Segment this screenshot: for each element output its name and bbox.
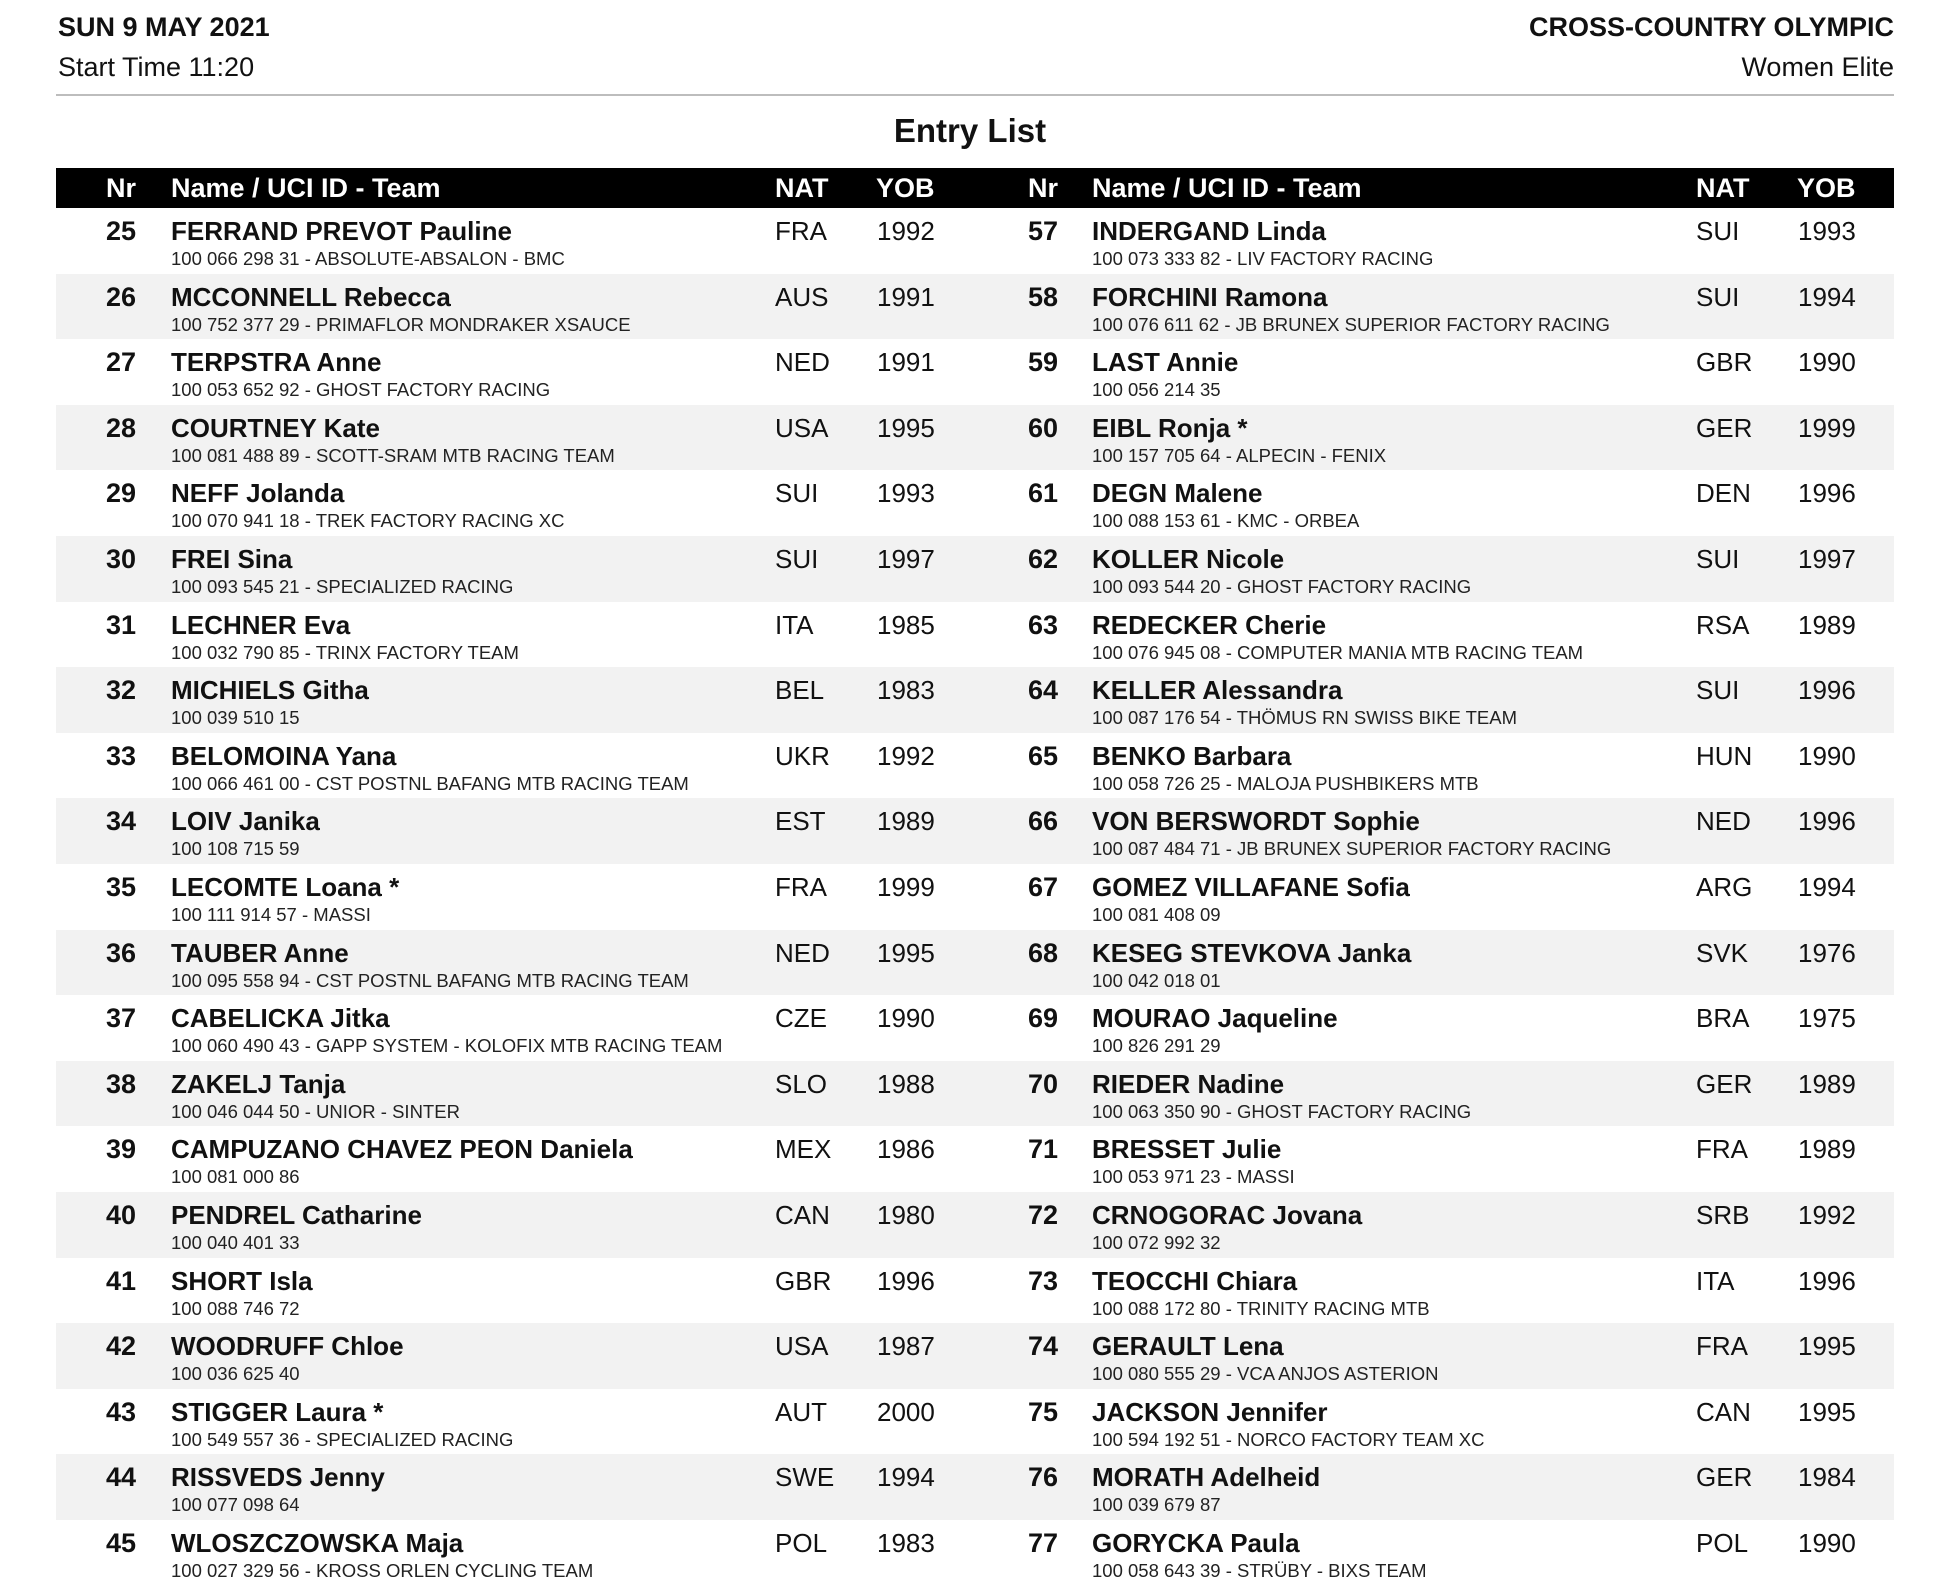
rider-uci-team: 100 040 401 33 — [171, 1231, 300, 1253]
rider-nationality: SRB — [1696, 1199, 1750, 1230]
table-body — [56, 208, 1894, 1585]
rider-uci-team: 100 594 192 51 - NORCO FACTORY TEAM XC — [1092, 1428, 1485, 1450]
rider-number: 27 — [105, 347, 136, 378]
rider-number: 30 — [105, 543, 136, 574]
rider-year-of-birth: 1985 — [877, 609, 935, 640]
rider-nationality: FRA — [775, 216, 827, 246]
page-title: Entry List — [893, 112, 1047, 149]
rider-name: MCCONNELL Rebecca — [171, 281, 451, 312]
table-row — [56, 1192, 1894, 1258]
rider-number: 58 — [1027, 281, 1058, 312]
rider-uci-team: 100 081 000 86 — [171, 1166, 300, 1188]
rider-nationality: CAN — [775, 1199, 830, 1230]
rider-name: TEOCCHI Chiara — [1092, 1265, 1298, 1296]
rider-name: TAUBER Anne — [171, 937, 349, 968]
rider-nationality: ITA — [775, 609, 814, 640]
rider-nationality: ITA — [1696, 1265, 1735, 1296]
rider-uci-team: 100 070 941 18 - TREK FACTORY RACING XC — [171, 510, 565, 532]
table-row — [56, 1126, 1894, 1192]
rider-nationality: ARG — [1696, 871, 1753, 902]
rider-uci-team: 100 076 945 08 - COMPUTER MANIA MTB RACING TEAM — [1092, 641, 1584, 663]
rider-uci-team: 100 087 176 54 - THÖMUS RN SWISS BIKE TEAM — [1092, 707, 1517, 729]
rider-number: 66 — [1027, 806, 1058, 837]
rider-year-of-birth: 1976 — [1798, 937, 1856, 968]
rider-uci-team: 100 088 153 61 - KMC - ORBEA — [1092, 510, 1360, 532]
rider-number: 42 — [105, 1331, 136, 1362]
rider-nationality: FRA — [1696, 1331, 1748, 1362]
rider-year-of-birth: 1996 — [1798, 806, 1856, 837]
rider-year-of-birth: 1995 — [877, 412, 935, 443]
rider-number: 69 — [1027, 1003, 1058, 1034]
rider-name: MOURAO Jaqueline — [1092, 1003, 1338, 1034]
rider-year-of-birth: 1993 — [877, 478, 935, 509]
rider-number: 44 — [105, 1462, 136, 1493]
rider-uci-team: 100 063 350 90 - GHOST FACTORY RACING — [1092, 1100, 1472, 1122]
rider-number: 61 — [1027, 478, 1058, 509]
rider-uci-team: 100 081 408 09 — [1092, 903, 1221, 925]
rider-uci-team: 100 093 545 21 - SPECIALIZED RACING — [171, 575, 514, 597]
rider-nationality: EST — [775, 806, 826, 837]
rider-nationality: POL — [775, 1527, 828, 1558]
rider-name: FORCHINI Ramona — [1092, 281, 1328, 312]
rider-nationality: UKR — [775, 740, 830, 771]
rider-uci-team: 100 087 484 71 - JB BRUNEX SUPERIOR FACTORY RACING — [1092, 838, 1612, 860]
rider-year-of-birth: 1992 — [877, 216, 935, 246]
rider-year-of-birth: 1997 — [1798, 543, 1856, 574]
rider-name: PENDREL Catharine — [171, 1199, 422, 1230]
column-header-nr: Nr — [106, 173, 137, 203]
rider-year-of-birth: 1990 — [877, 1003, 935, 1034]
rider-uci-team: 100 058 726 25 - MALOJA PUSHBIKERS MTB — [1092, 772, 1479, 794]
rider-uci-team: 100 108 715 59 — [171, 838, 300, 860]
rider-uci-team: 100 111 914 57 - MASSI — [171, 903, 371, 925]
rider-year-of-birth: 1994 — [877, 1462, 935, 1493]
rider-name: CAMPUZANO CHAVEZ PEON Daniela — [171, 1134, 633, 1165]
rider-uci-team: 100 056 214 35 — [1092, 379, 1221, 401]
rider-year-of-birth: 1990 — [1798, 347, 1856, 378]
rider-nationality: DEN — [1696, 478, 1751, 509]
rider-year-of-birth: 1992 — [1798, 1199, 1856, 1230]
rider-nationality: HUN — [1696, 740, 1753, 771]
rider-name: CRNOGORAC Jovana — [1092, 1199, 1363, 1230]
rider-name: BELOMOINA Yana — [171, 740, 397, 771]
rider-uci-team: 100 826 291 29 — [1092, 1035, 1221, 1057]
rider-name: STIGGER Laura * — [171, 1396, 384, 1427]
rider-year-of-birth: 1986 — [877, 1134, 935, 1165]
rider-number: 65 — [1027, 740, 1058, 771]
column-header-name: Name / UCI ID - Team — [1092, 173, 1362, 203]
column-header-yob: YOB — [876, 173, 935, 203]
rider-name: MICHIELS Githa — [171, 675, 369, 706]
rider-number: 70 — [1027, 1068, 1058, 1099]
rider-name: FREI Sina — [171, 543, 293, 574]
table-row — [56, 1454, 1894, 1520]
rider-nationality: BRA — [1696, 1003, 1750, 1034]
rider-name: LECHNER Eva — [171, 609, 351, 640]
rider-uci-team: 100 042 018 01 — [1092, 969, 1221, 991]
rider-year-of-birth: 1980 — [877, 1199, 935, 1230]
table-row — [56, 995, 1894, 1061]
rider-number: 41 — [105, 1265, 136, 1296]
rider-name: LAST Annie — [1092, 347, 1239, 378]
rider-name: RIEDER Nadine — [1092, 1068, 1285, 1099]
rider-year-of-birth: 1983 — [877, 1527, 935, 1558]
rider-year-of-birth: 1999 — [877, 871, 935, 902]
rider-nationality: USA — [775, 1331, 829, 1362]
rider-uci-team: 100 088 172 80 - TRINITY RACING MTB — [1092, 1297, 1430, 1319]
rider-nationality: CAN — [1696, 1396, 1751, 1427]
rider-year-of-birth: 1997 — [877, 543, 935, 574]
rider-uci-team: 100 095 558 94 - CST POSTNL BAFANG MTB RACING TEAM — [171, 969, 689, 991]
table-row — [56, 1323, 1894, 1389]
rider-nationality: POL — [1696, 1527, 1749, 1558]
rider-name: TERPSTRA Anne — [171, 347, 382, 378]
rider-number: 72 — [1027, 1199, 1058, 1230]
rider-nationality: GER — [1696, 412, 1753, 443]
rider-name: GOMEZ VILLAFANE Sofia — [1092, 871, 1410, 902]
rider-year-of-birth: 1990 — [1798, 740, 1856, 771]
rider-number: 36 — [105, 937, 136, 968]
rider-year-of-birth: 1989 — [877, 806, 935, 837]
rider-name: LECOMTE Loana * — [171, 871, 400, 902]
rider-number: 67 — [1027, 871, 1058, 902]
rider-nationality: BEL — [775, 675, 825, 706]
rider-number: 26 — [105, 281, 136, 312]
rider-year-of-birth: 2000 — [877, 1396, 935, 1427]
rider-number: 64 — [1027, 675, 1058, 706]
rider-uci-team: 100 549 557 36 - SPECIALIZED RACING — [171, 1428, 514, 1450]
rider-year-of-birth: 1984 — [1798, 1462, 1856, 1493]
rider-nationality: SWE — [775, 1462, 835, 1493]
rider-uci-team: 100 080 555 29 - VCA ANJOS ASTERION — [1092, 1363, 1439, 1385]
column-header-nat: NAT — [1696, 173, 1750, 203]
rider-number: 63 — [1027, 609, 1058, 640]
rider-name: FERRAND PREVOT Pauline — [171, 216, 512, 246]
table-header — [56, 168, 1894, 208]
rider-nationality: NED — [1696, 806, 1751, 837]
column-header-name: Name / UCI ID - Team — [171, 173, 441, 203]
entry-list-table — [56, 168, 1894, 1585]
rider-number: 68 — [1027, 937, 1058, 968]
rider-name: EIBL Ronja * — [1092, 412, 1248, 443]
rider-nationality: AUS — [775, 281, 829, 312]
rider-number: 73 — [1027, 1265, 1058, 1296]
rider-name: WOODRUFF Chloe — [171, 1331, 404, 1362]
rider-uci-team: 100 039 510 15 — [171, 707, 300, 729]
rider-name: JACKSON Jennifer — [1092, 1396, 1328, 1427]
rider-name: WLOSZCZOWSKA Maja — [171, 1527, 464, 1558]
rider-year-of-birth: 1989 — [1798, 609, 1856, 640]
rider-nationality: FRA — [1696, 1134, 1748, 1165]
rider-nationality: GER — [1696, 1462, 1753, 1493]
rider-name: SHORT Isla — [171, 1265, 313, 1296]
table-row — [56, 733, 1894, 799]
rider-nationality: AUT — [775, 1396, 827, 1427]
table-row — [56, 536, 1894, 602]
category-name: Women Elite — [1741, 52, 1894, 82]
rider-year-of-birth: 1989 — [1798, 1068, 1856, 1099]
rider-year-of-birth: 1987 — [877, 1331, 935, 1362]
rider-nationality: SUI — [1696, 543, 1740, 574]
rider-uci-team: 100 066 461 00 - CST POSTNL BAFANG MTB RACING TEAM — [171, 772, 689, 794]
rider-name: KESEG STEVKOVA Janka — [1092, 937, 1412, 968]
rider-uci-team: 100 053 971 23 - MASSI — [1092, 1166, 1295, 1188]
rider-number: 45 — [105, 1527, 136, 1558]
rider-name: LOIV Janika — [171, 806, 320, 837]
column-header-nr: Nr — [1028, 173, 1059, 203]
rider-number: 77 — [1027, 1527, 1058, 1558]
rider-year-of-birth: 1990 — [1798, 1527, 1856, 1558]
rider-year-of-birth: 1993 — [1798, 216, 1856, 246]
rider-year-of-birth: 1992 — [877, 740, 935, 771]
rider-year-of-birth: 1975 — [1798, 1003, 1856, 1034]
rider-nationality: USA — [775, 412, 829, 443]
rider-uci-team: 100 046 044 50 - UNIOR - SINTER — [171, 1100, 460, 1122]
rider-number: 57 — [1027, 216, 1058, 246]
column-header-nat: NAT — [775, 173, 829, 203]
table-row — [56, 339, 1894, 405]
table-row — [56, 930, 1894, 996]
rider-number: 62 — [1027, 543, 1058, 574]
rider-nationality: SUI — [775, 478, 819, 509]
rider-name: RISSVEDS Jenny — [171, 1462, 385, 1493]
rider-number: 74 — [1027, 1331, 1058, 1362]
rider-nationality: SLO — [775, 1068, 828, 1099]
table-row — [56, 667, 1894, 733]
rider-number: 60 — [1027, 412, 1058, 443]
rider-number: 76 — [1027, 1462, 1058, 1493]
rider-nationality: SUI — [775, 543, 819, 574]
rider-nationality: FRA — [775, 871, 827, 902]
rider-nationality: CZE — [775, 1003, 827, 1034]
rider-number: 32 — [105, 675, 136, 706]
race-date: SUN 9 MAY 2021 — [58, 12, 270, 42]
rider-number: 43 — [105, 1396, 136, 1427]
rider-year-of-birth: 1988 — [877, 1068, 935, 1099]
rider-year-of-birth: 1991 — [877, 281, 935, 312]
rider-uci-team: 100 093 544 20 - GHOST FACTORY RACING — [1092, 575, 1472, 597]
table-row — [56, 1258, 1894, 1324]
rider-uci-team: 100 058 643 39 - STRÜBY - BIXS TEAM — [1092, 1559, 1427, 1581]
rider-number: 25 — [105, 216, 136, 246]
rider-year-of-birth: 1994 — [1798, 871, 1856, 902]
rider-number: 29 — [105, 478, 136, 509]
rider-uci-team: 100 157 705 64 - ALPECIN - FENIX — [1092, 444, 1387, 466]
rider-number: 40 — [105, 1199, 136, 1230]
rider-number: 28 — [105, 412, 136, 443]
rider-nationality: SUI — [1696, 675, 1740, 706]
rider-uci-team: 100 066 298 31 - ABSOLUTE-ABSALON - BMC — [171, 248, 565, 269]
rider-uci-team: 100 088 746 72 — [171, 1297, 300, 1319]
rider-number: 59 — [1027, 347, 1058, 378]
rider-name: GORYCKA Paula — [1092, 1527, 1300, 1558]
table-row — [56, 864, 1894, 930]
rider-year-of-birth: 1999 — [1798, 412, 1856, 443]
rider-number: 33 — [105, 740, 136, 771]
rider-year-of-birth: 1996 — [877, 1265, 935, 1296]
table-row — [56, 1061, 1894, 1127]
rider-name: KOLLER Nicole — [1092, 543, 1285, 574]
table-row — [56, 405, 1894, 471]
rider-nationality: MEX — [775, 1134, 832, 1165]
rider-uci-team: 100 027 329 56 - KROSS ORLEN CYCLING TEAM — [171, 1559, 594, 1581]
table-row — [56, 1389, 1894, 1455]
rider-name: GERAULT Lena — [1092, 1331, 1284, 1362]
rider-name: NEFF Jolanda — [171, 478, 345, 509]
rider-name: DEGN Malene — [1092, 478, 1263, 509]
rider-number: 75 — [1027, 1396, 1058, 1427]
rider-year-of-birth: 1996 — [1798, 1265, 1856, 1296]
rider-uci-team: 100 752 377 29 - PRIMAFLOR MONDRAKER XSAUCE — [171, 313, 631, 335]
rider-number: 37 — [105, 1003, 136, 1034]
rider-name: KELLER Alessandra — [1092, 675, 1343, 706]
rider-nationality: SUI — [1696, 281, 1740, 312]
rider-uci-team: 100 076 611 62 - JB BRUNEX SUPERIOR FACTORY RACING — [1092, 313, 1610, 335]
rider-uci-team: 100 053 652 92 - GHOST FACTORY RACING — [171, 379, 551, 401]
rider-nationality: GER — [1696, 1068, 1753, 1099]
rider-number: 39 — [105, 1134, 136, 1165]
document-header — [56, 0, 1894, 96]
rider-name: INDERGAND Linda — [1092, 216, 1326, 246]
rider-year-of-birth: 1996 — [1798, 675, 1856, 706]
rider-name: BENKO Barbara — [1092, 740, 1292, 771]
start-time: Start Time 11:20 — [58, 52, 255, 82]
table-row — [56, 274, 1894, 340]
rider-year-of-birth: 1994 — [1798, 281, 1856, 312]
rider-uci-team: 100 072 992 32 — [1092, 1231, 1221, 1253]
rider-year-of-birth: 1989 — [1798, 1134, 1856, 1165]
column-header-yob: YOB — [1797, 173, 1856, 203]
rider-year-of-birth: 1983 — [877, 675, 935, 706]
rider-nationality: GBR — [1696, 347, 1753, 378]
rider-name: REDECKER Cherie — [1092, 609, 1327, 640]
rider-name: COURTNEY Kate — [171, 412, 381, 443]
rider-name: VON BERSWORDT Sophie — [1092, 806, 1420, 837]
rider-year-of-birth: 1996 — [1798, 478, 1856, 509]
rider-uci-team: 100 039 679 87 — [1092, 1494, 1221, 1516]
rider-year-of-birth: 1995 — [1798, 1396, 1856, 1427]
table-row — [56, 1520, 1894, 1585]
rider-year-of-birth: 1991 — [877, 347, 935, 378]
rider-nationality: NED — [775, 347, 830, 378]
rider-number: 71 — [1027, 1134, 1058, 1165]
rider-nationality: NED — [775, 937, 830, 968]
rider-uci-team: 100 081 488 89 - SCOTT-SRAM MTB RACING TEAM — [171, 444, 615, 466]
rider-number: 35 — [105, 871, 136, 902]
rider-name: BRESSET Julie — [1092, 1134, 1282, 1165]
rider-nationality: GBR — [775, 1265, 832, 1296]
table-row — [56, 798, 1894, 864]
rider-uci-team: 100 036 625 40 — [171, 1363, 300, 1385]
rider-number: 34 — [105, 806, 136, 837]
rider-name: CABELICKA Jitka — [171, 1003, 390, 1034]
rider-nationality: RSA — [1696, 609, 1750, 640]
event-name: CROSS-COUNTRY OLYMPIC — [1528, 12, 1894, 42]
rider-number: 38 — [105, 1068, 136, 1099]
rider-uci-team: 100 077 098 64 — [171, 1494, 300, 1516]
rider-uci-team: 100 073 333 82 - LIV FACTORY RACING — [1092, 248, 1434, 269]
table-row — [56, 602, 1894, 668]
rider-nationality: SVK — [1696, 937, 1749, 968]
rider-uci-team: 100 060 490 43 - GAPP SYSTEM - KOLOFIX MTB RACING TEAM — [171, 1035, 723, 1057]
rider-year-of-birth: 1995 — [1798, 1331, 1856, 1362]
rider-name: MORATH Adelheid — [1092, 1462, 1321, 1493]
rider-nationality: SUI — [1696, 216, 1740, 246]
rider-number: 31 — [105, 609, 136, 640]
table-row — [56, 470, 1894, 536]
rider-uci-team: 100 032 790 85 - TRINX FACTORY TEAM — [171, 641, 519, 663]
rider-name: ZAKELJ Tanja — [171, 1068, 346, 1099]
rider-year-of-birth: 1995 — [877, 937, 935, 968]
table-row — [56, 208, 1894, 274]
